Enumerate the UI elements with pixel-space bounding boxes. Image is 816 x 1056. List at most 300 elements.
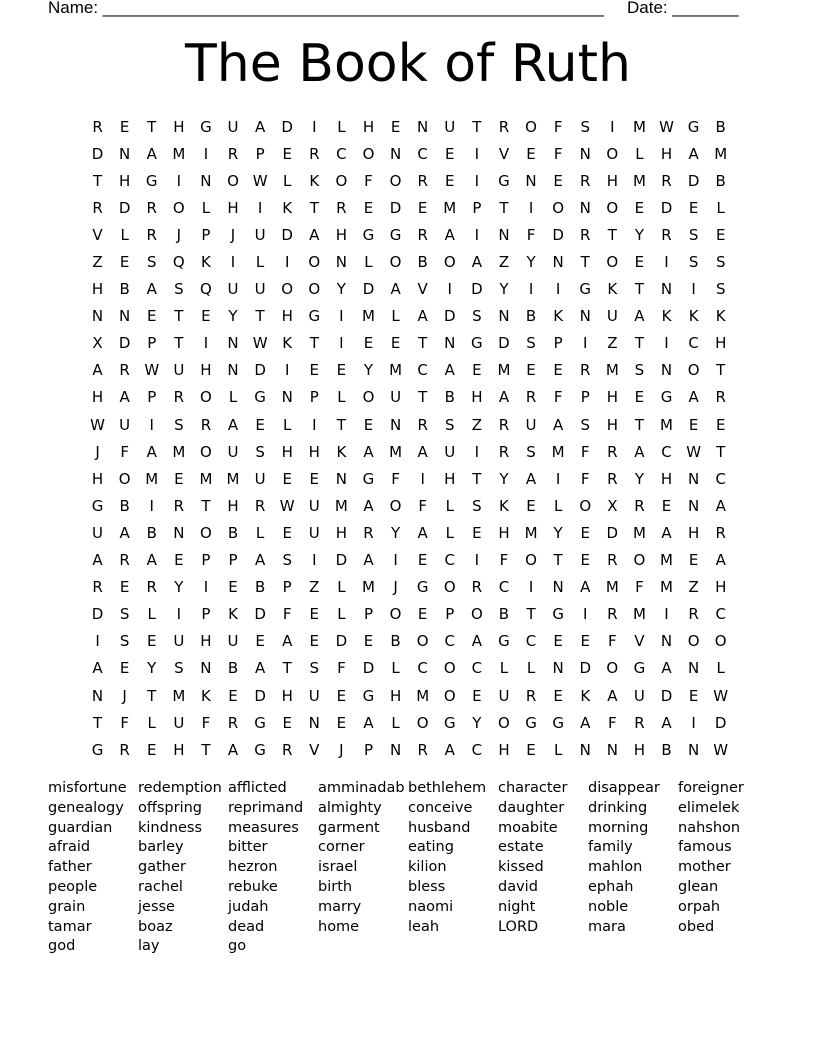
grid-letter[interactable]: M [172,686,186,705]
grid-letter[interactable]: E [553,632,563,651]
grid-letter[interactable]: E [688,551,699,570]
grid-letter[interactable]: M [172,144,186,163]
grid-letter[interactable]: S [282,551,292,570]
grid-letter[interactable]: S [634,361,645,380]
grid-letter[interactable]: R [498,415,510,434]
grid-letter[interactable]: L [337,117,346,136]
grid-letter[interactable]: O [606,659,619,678]
grid-letter[interactable]: O [443,659,456,678]
grid-letter[interactable]: N [200,659,212,678]
grid-letter[interactable]: L [553,496,563,515]
grid-letter[interactable]: E [553,171,563,190]
grid-letter[interactable]: Y [174,578,184,597]
grid-letter[interactable]: T [716,361,726,380]
grid-letter[interactable]: R [200,415,212,434]
grid-letter[interactable]: N [389,740,402,759]
grid-letter[interactable]: T [255,307,265,326]
grid-letter[interactable]: O [281,280,294,299]
grid-letter[interactable]: Y [390,523,401,542]
grid-letter[interactable]: E [472,686,482,705]
grid-letter[interactable]: S [526,334,536,353]
grid-letter[interactable]: N [91,307,104,326]
grid-letter[interactable]: R [715,388,726,407]
grid-letter[interactable]: E [119,578,130,597]
grid-letter[interactable]: R [607,469,618,488]
grid-letter[interactable]: O [308,280,321,299]
grid-letter[interactable]: E [336,361,347,380]
grid-letter[interactable]: F [526,225,536,244]
grid-letter[interactable]: E [119,659,130,678]
grid-letter[interactable]: T [201,496,211,515]
grid-letter[interactable]: O [362,388,375,407]
grid-letter[interactable]: R [417,415,428,434]
grid-letter[interactable]: H [606,415,618,434]
grid-letter[interactable]: A [146,280,157,299]
grid-letter[interactable]: H [687,523,700,542]
grid-letter[interactable]: M [362,578,375,597]
grid-letter[interactable]: J [393,578,398,597]
grid-letter[interactable]: T [92,171,103,190]
grid-letter[interactable]: J [95,442,100,461]
grid-letter[interactable]: I [691,713,696,732]
grid-letter[interactable]: N [444,334,456,353]
name-field-label[interactable]: Name: _____________________________________________________ [48,0,604,17]
grid-letter[interactable]: L [283,171,292,190]
grid-letter[interactable]: R [715,523,726,542]
grid-letter[interactable]: K [688,307,699,326]
grid-letter[interactable]: W [90,415,105,434]
grid-letter[interactable]: I [257,198,263,217]
grid-letter[interactable]: E [174,551,184,570]
grid-letter[interactable]: A [417,523,428,542]
grid-letter[interactable]: P [363,740,373,759]
grid-letter[interactable]: U [227,632,239,651]
grid-letter[interactable]: H [281,307,293,326]
grid-letter[interactable]: K [228,605,238,624]
grid-letter[interactable]: E [553,686,563,705]
grid-letter[interactable]: L [635,144,644,163]
grid-letter[interactable]: F [120,713,129,732]
grid-letter[interactable]: P [147,334,157,353]
grid-letter[interactable]: I [339,307,344,326]
grid-letter[interactable]: R [525,686,537,705]
grid-letter[interactable]: R [227,713,239,732]
grid-letter[interactable]: H [715,578,727,597]
grid-letter[interactable]: A [254,551,266,570]
grid-letter[interactable]: Y [147,659,157,678]
grid-letter[interactable]: A [146,144,157,163]
grid-letter[interactable]: N [389,415,402,434]
grid-letter[interactable]: O [525,551,537,570]
grid-letter[interactable]: E [688,198,699,217]
grid-letter[interactable]: A [363,496,374,515]
grid-letter[interactable]: E [119,253,130,272]
grid-letter[interactable]: I [555,280,561,299]
grid-letter[interactable]: H [498,740,510,759]
grid-letter[interactable]: E [526,361,536,380]
grid-letter[interactable]: B [254,578,266,597]
date-field-label[interactable]: Date: _______ [627,0,739,17]
grid-letter[interactable]: W [252,171,268,190]
grid-letter[interactable]: D [91,605,104,624]
grid-letter[interactable]: G [443,713,456,732]
grid-letter[interactable]: R [525,388,537,407]
grid-letter[interactable]: B [417,253,428,272]
grid-letter[interactable]: D [118,334,131,353]
grid-letter[interactable]: R [363,523,374,542]
grid-letter[interactable]: G [91,496,104,515]
grid-letter[interactable]: L [445,523,454,542]
grid-letter[interactable]: E [526,740,536,759]
grid-letter[interactable]: L [364,253,373,272]
grid-letter[interactable]: A [119,388,130,407]
grid-letter[interactable]: I [176,171,182,190]
grid-letter[interactable]: V [417,280,428,299]
grid-letter[interactable]: S [119,605,130,624]
grid-letter[interactable]: O [579,496,592,515]
grid-letter[interactable]: I [284,361,290,380]
grid-letter[interactable]: R [417,171,428,190]
grid-letter[interactable]: D [606,523,619,542]
grid-letter[interactable]: O [498,713,510,732]
grid-letter[interactable]: A [254,659,266,678]
grid-letter[interactable]: I [149,415,154,434]
grid-letter[interactable]: U [227,117,239,136]
grid-letter[interactable]: K [499,496,509,515]
grid-letter[interactable]: E [119,117,130,136]
grid-letter[interactable]: E [282,523,292,542]
grid-letter[interactable]: I [664,605,669,624]
grid-letter[interactable]: H [281,442,293,461]
grid-letter[interactable]: K [201,253,211,272]
grid-letter[interactable]: F [635,578,644,597]
grid-letter[interactable]: T [472,117,482,136]
grid-letter[interactable]: H [200,632,212,651]
grid-letter[interactable]: E [146,307,157,326]
grid-letter[interactable]: H [633,740,646,759]
grid-letter[interactable]: C [661,442,672,461]
grid-letter[interactable]: M [632,523,646,542]
grid-letter[interactable]: A [92,361,103,380]
grid-letter[interactable]: H [444,469,456,488]
grid-letter[interactable]: H [91,388,104,407]
grid-letter[interactable]: U [444,117,456,136]
grid-letter[interactable]: D [362,280,375,299]
grid-letter[interactable]: G [389,225,402,244]
grid-letter[interactable]: S [174,280,184,299]
grid-letter[interactable]: I [583,334,588,353]
grid-letter[interactable]: O [227,171,239,190]
grid-letter[interactable]: E [363,198,374,217]
grid-letter[interactable]: A [580,578,591,597]
letter-grid[interactable] [84,113,734,763]
grid-letter[interactable]: U [173,632,185,651]
grid-letter[interactable]: M [145,469,159,488]
grid-letter[interactable]: D [281,225,293,244]
grid-letter[interactable]: T [201,740,211,759]
grid-letter[interactable]: U [254,225,266,244]
grid-letter[interactable]: P [553,334,563,353]
grid-letter[interactable]: A [417,307,428,326]
grid-letter[interactable]: F [580,442,590,461]
grid-letter[interactable]: O [200,388,212,407]
grid-letter[interactable]: B [661,740,672,759]
grid-letter[interactable]: U [633,686,645,705]
grid-letter[interactable]: I [176,605,182,624]
grid-letter[interactable]: O [552,198,565,217]
grid-letter[interactable]: E [174,469,184,488]
grid-letter[interactable]: M [605,578,619,597]
grid-letter[interactable]: I [312,415,317,434]
grid-letter[interactable]: O [200,523,212,542]
grid-letter[interactable]: Z [471,415,482,434]
grid-letter[interactable]: H [91,469,104,488]
grid-letter[interactable]: R [498,117,510,136]
grid-letter[interactable]: N [687,740,700,759]
grid-letter[interactable]: M [199,469,213,488]
grid-letter[interactable]: O [606,144,619,163]
grid-letter[interactable]: S [526,442,536,461]
grid-letter[interactable]: R [173,496,185,515]
grid-letter[interactable]: N [308,713,320,732]
grid-letter[interactable]: C [417,144,428,163]
grid-letter[interactable]: G [687,117,700,136]
grid-letter[interactable]: D [389,198,402,217]
grid-letter[interactable]: G [91,740,104,759]
grid-letter[interactable]: P [282,578,292,597]
grid-letter[interactable]: V [634,632,645,651]
grid-letter[interactable]: N [660,280,673,299]
grid-letter[interactable]: A [363,442,374,461]
grid-letter[interactable]: N [579,198,591,217]
grid-letter[interactable]: I [393,551,398,570]
grid-letter[interactable]: E [255,632,265,651]
grid-letter[interactable]: H [498,523,510,542]
grid-letter[interactable]: S [715,280,726,299]
grid-letter[interactable]: I [447,280,452,299]
grid-letter[interactable]: R [471,578,483,597]
grid-letter[interactable]: E [309,469,320,488]
grid-letter[interactable]: E [282,469,292,488]
grid-letter[interactable]: P [363,605,373,624]
grid-letter[interactable]: K [607,280,618,299]
grid-letter[interactable]: R [146,225,157,244]
grid-letter[interactable]: A [363,551,374,570]
grid-letter[interactable]: B [227,523,239,542]
grid-letter[interactable]: E [445,144,455,163]
grid-letter[interactable]: G [308,307,321,326]
grid-letter[interactable]: T [634,280,644,299]
grid-letter[interactable]: E [417,551,428,570]
grid-letter[interactable]: N [552,578,564,597]
grid-letter[interactable]: G [633,659,646,678]
grid-letter[interactable]: A [471,253,482,272]
grid-letter[interactable]: B [119,496,130,515]
grid-letter[interactable]: C [444,551,455,570]
grid-letter[interactable]: G [660,388,673,407]
grid-letter[interactable]: O [335,171,348,190]
grid-letter[interactable]: M [632,117,646,136]
grid-letter[interactable]: O [389,605,402,624]
grid-letter[interactable]: E [661,496,672,515]
grid-letter[interactable]: H [200,361,212,380]
grid-letter[interactable]: R [634,496,645,515]
grid-letter[interactable]: M [226,469,240,488]
grid-letter[interactable]: A [309,225,320,244]
grid-letter[interactable]: W [659,117,674,136]
grid-letter[interactable]: R [336,198,347,217]
grid-letter[interactable]: R [688,605,699,624]
grid-letter[interactable]: N [552,659,564,678]
grid-letter[interactable]: T [716,442,726,461]
grid-letter[interactable]: U [92,523,104,542]
grid-letter[interactable]: N [687,659,700,678]
grid-letter[interactable]: N [579,740,591,759]
grid-letter[interactable]: G [200,117,212,136]
grid-letter[interactable]: O [687,632,700,651]
grid-letter[interactable]: I [203,144,209,163]
grid-letter[interactable]: C [417,659,428,678]
grid-letter[interactable]: I [528,280,534,299]
grid-letter[interactable]: L [201,198,211,217]
grid-letter[interactable]: T [499,198,509,217]
grid-letter[interactable]: I [203,334,209,353]
grid-letter[interactable]: Y [634,225,644,244]
grid-letter[interactable]: Z [688,578,699,597]
grid-letter[interactable]: T [282,659,292,678]
grid-letter[interactable]: U [444,442,456,461]
grid-letter[interactable]: N [335,469,347,488]
grid-letter[interactable]: E [282,144,292,163]
grid-letter[interactable]: H [606,388,618,407]
grid-letter[interactable]: H [227,198,239,217]
grid-letter[interactable]: H [281,686,293,705]
grid-letter[interactable]: S [472,307,482,326]
grid-letter[interactable]: F [364,171,373,190]
grid-letter[interactable]: N [498,307,510,326]
grid-letter[interactable]: U [308,686,320,705]
grid-letter[interactable]: H [91,280,104,299]
grid-letter[interactable]: B [444,388,455,407]
grid-letter[interactable]: I [95,632,100,651]
grid-letter[interactable]: P [445,605,455,624]
grid-letter[interactable]: H [715,334,727,353]
grid-letter[interactable]: A [227,415,239,434]
grid-letter[interactable]: A [498,388,510,407]
grid-letter[interactable]: P [201,225,211,244]
grid-letter[interactable]: H [389,686,402,705]
grid-letter[interactable]: T [607,225,617,244]
grid-letter[interactable]: Z [92,253,103,272]
grid-letter[interactable]: E [417,605,428,624]
grid-letter[interactable]: P [147,388,157,407]
grid-letter[interactable]: E [580,632,590,651]
grid-letter[interactable]: E [688,686,699,705]
grid-letter[interactable]: D [335,551,348,570]
grid-letter[interactable]: L [337,388,346,407]
grid-letter[interactable]: O [714,632,727,651]
grid-letter[interactable]: N [335,253,347,272]
grid-letter[interactable]: M [660,551,673,570]
grid-letter[interactable]: O [389,496,402,515]
grid-letter[interactable]: Z [607,334,618,353]
grid-letter[interactable]: R [281,740,293,759]
grid-letter[interactable]: Y [472,713,482,732]
grid-letter[interactable]: A [417,442,428,461]
grid-letter[interactable]: U [498,686,510,705]
grid-letter[interactable]: G [362,686,375,705]
grid-letter[interactable]: Y [634,469,644,488]
grid-letter[interactable]: M [632,605,646,624]
grid-letter[interactable]: G [416,578,429,597]
grid-letter[interactable]: A [661,713,672,732]
grid-letter[interactable]: A [634,307,645,326]
grid-letter[interactable]: L [526,659,536,678]
grid-letter[interactable]: Z [498,253,510,272]
grid-letter[interactable]: M [551,442,565,461]
grid-letter[interactable]: A [715,496,726,515]
grid-letter[interactable]: K [336,442,347,461]
grid-letter[interactable]: E [363,334,374,353]
grid-letter[interactable]: M [172,442,186,461]
grid-letter[interactable]: E [363,632,374,651]
grid-letter[interactable]: L [283,415,292,434]
grid-letter[interactable]: K [282,334,293,353]
grid-letter[interactable]: E [146,740,157,759]
grid-letter[interactable]: B [390,632,401,651]
grid-letter[interactable]: M [443,198,457,217]
grid-letter[interactable]: F [553,117,563,136]
grid-letter[interactable]: O [308,253,321,272]
grid-letter[interactable]: R [146,198,157,217]
grid-letter[interactable]: I [420,469,425,488]
grid-letter[interactable]: R [173,388,185,407]
grid-letter[interactable]: C [471,659,483,678]
grid-letter[interactable]: A [92,551,103,570]
grid-letter[interactable]: R [92,117,103,136]
grid-letter[interactable]: L [553,740,563,759]
grid-letter[interactable]: A [390,280,401,299]
grid-letter[interactable]: E [445,171,455,190]
grid-letter[interactable]: N [227,361,239,380]
grid-letter[interactable]: T [147,117,157,136]
grid-letter[interactable]: A [715,551,726,570]
grid-letter[interactable]: L [499,659,509,678]
grid-letter[interactable]: A [254,117,266,136]
grid-letter[interactable]: H [471,388,483,407]
grid-letter[interactable]: R [254,496,266,515]
grid-letter[interactable]: R [309,144,320,163]
grid-letter[interactable]: A [227,740,239,759]
grid-letter[interactable]: S [715,253,726,272]
grid-letter[interactable]: M [497,361,511,380]
grid-letter[interactable]: L [255,253,265,272]
grid-letter[interactable]: A [688,144,699,163]
grid-letter[interactable]: P [309,388,319,407]
grid-letter[interactable]: C [525,632,537,651]
grid-letter[interactable]: E [526,144,536,163]
grid-letter[interactable]: N [498,225,510,244]
grid-letter[interactable]: N [119,307,131,326]
grid-letter[interactable]: T [634,334,644,353]
grid-letter[interactable]: B [715,117,726,136]
grid-letter[interactable]: S [146,253,157,272]
grid-letter[interactable]: R [417,225,428,244]
grid-letter[interactable]: A [282,632,293,651]
grid-letter[interactable]: M [660,578,673,597]
grid-letter[interactable]: W [144,361,160,380]
grid-letter[interactable]: I [474,225,480,244]
